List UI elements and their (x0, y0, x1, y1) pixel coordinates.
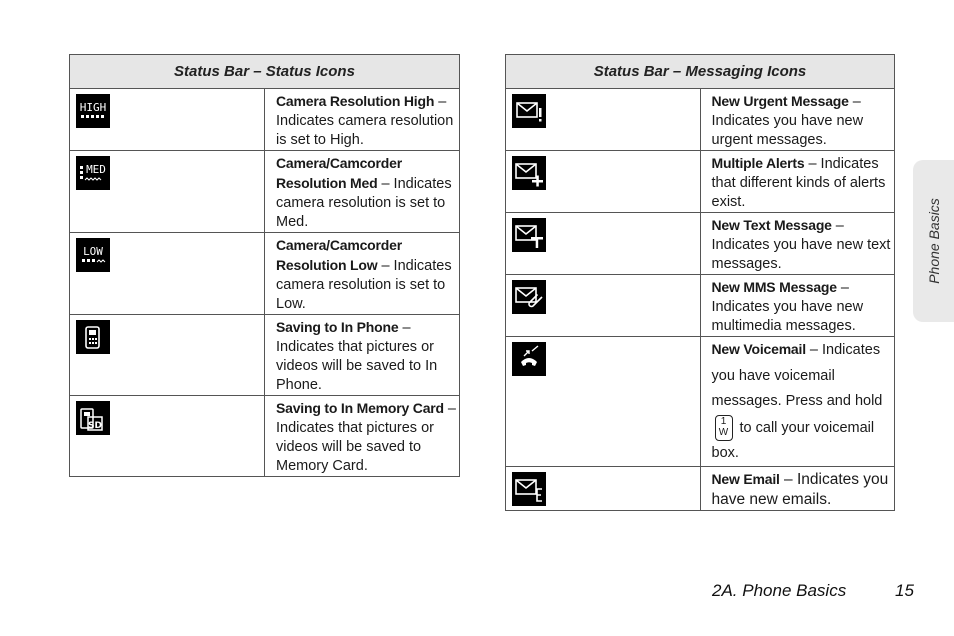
urgent-message-icon (512, 94, 546, 128)
svg-text:MED: MED (86, 163, 106, 176)
footer-page-number: 15 (895, 581, 914, 600)
status-icons-table (69, 54, 460, 477)
status-row-description: Camera/Camcorder Resolution Med – Indicates camera resolution is set to Med. (265, 151, 460, 233)
messaging-row-description: New Text Message – Indicates you have new text messages. (700, 213, 895, 275)
med-resolution-icon (76, 156, 110, 190)
footer-section-title: 2A. Phone Basics (712, 581, 847, 600)
messaging-row-description: New MMS Message – Indicates you have new multimedia messages. (700, 275, 895, 337)
svg-text:HIGH: HIGH (79, 101, 107, 114)
low-resolution-icon (76, 238, 110, 272)
messaging-row-description: New Urgent Message – Indicates you have new urgent messages. (700, 89, 895, 151)
messaging-icons-table (505, 54, 895, 511)
text-message-icon (512, 218, 546, 252)
status-icons-table-title: Status Bar – Status Icons (70, 55, 460, 89)
messaging-row-description: New Voicemail – Indicates you have voicemail messages. Press and hold 1 W to call your voicemail box. (700, 337, 895, 467)
section-side-tab (913, 160, 954, 322)
messaging-row-description: New Email – Indicates you have new emails. (700, 467, 895, 511)
status-row-description: Camera Resolution High – Indicates camera resolution is set to High. (265, 89, 460, 151)
status-row-description: Saving to In Memory Card – Indicates that pictures or videos will be saved to Memory Card. (265, 396, 460, 477)
section-side-tab-label: Phone Basics (925, 198, 942, 284)
svg-text:LOW: LOW (83, 245, 103, 258)
voicemail-icon (512, 342, 546, 376)
svg-text:SD: SD (88, 421, 102, 431)
phone-storage-icon (76, 320, 110, 354)
status-row-description: Camera/Camcorder Resolution Low – Indicates camera resolution is set to Low. (265, 233, 460, 315)
messaging-row-description: Multiple Alerts – Indicates that different kinds of alerts exist. (700, 151, 895, 213)
high-resolution-icon (76, 94, 110, 128)
messaging-icons-table-title: Status Bar – Messaging Icons (506, 55, 895, 89)
status-row-description: Saving to In Phone – Indicates that pictures or videos will be saved to In Phone. (265, 315, 460, 396)
key-1w-icon: 1 W (715, 415, 733, 441)
memory-card-icon (76, 401, 110, 435)
mms-message-icon (512, 280, 546, 314)
email-icon (512, 472, 546, 506)
multiple-alerts-icon (512, 156, 546, 190)
